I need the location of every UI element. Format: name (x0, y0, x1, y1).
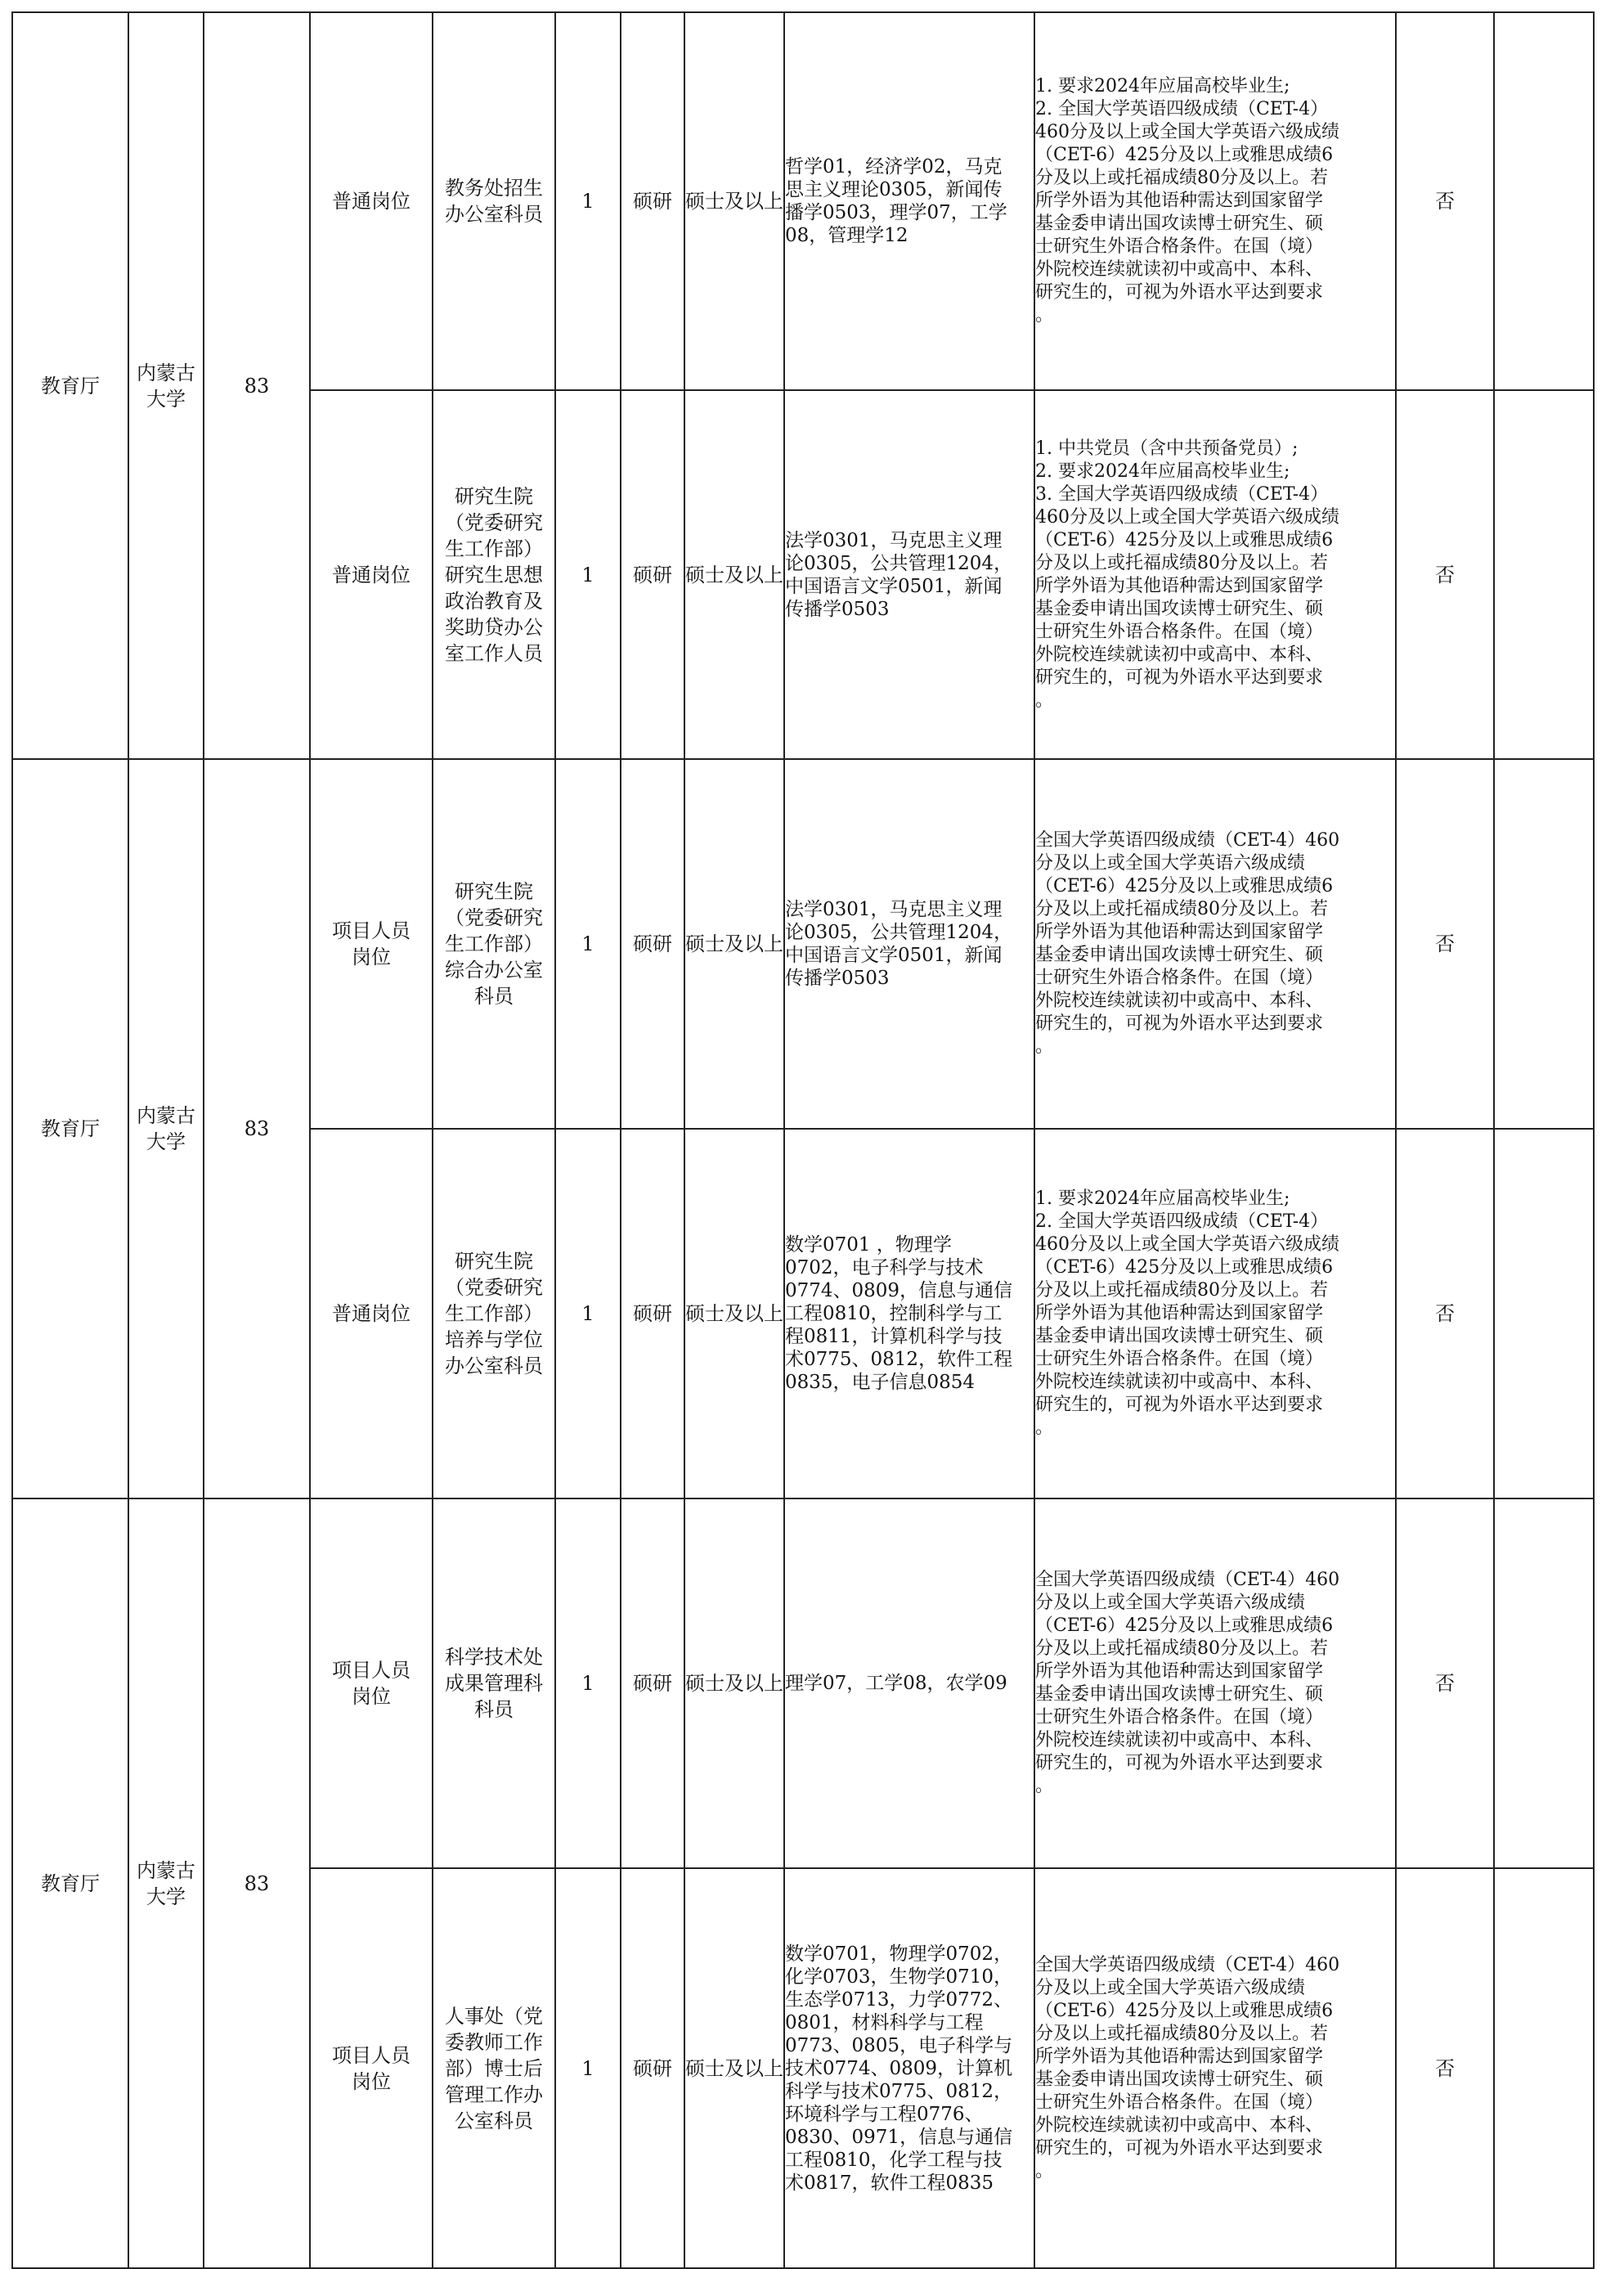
text-line: 奖助贷办公 (445, 615, 543, 639)
text-line: 研究生思想 (445, 563, 543, 586)
text-line: 研究生院 (455, 1250, 533, 1273)
text-line: 08，管理学12 (785, 225, 908, 246)
text-line: 科员 (474, 985, 514, 1008)
position-type-cell (310, 1868, 433, 2268)
notes-cell (1494, 759, 1594, 1129)
text-line: 研究生院 (455, 484, 533, 508)
cell-text: 83 (244, 374, 270, 398)
text-line: 2. 全国大学英语四级成绩（CET-4） (1035, 1211, 1329, 1232)
text-line: 0774、0809，信息与通信 (785, 1280, 1013, 1301)
cell-text: 否 (1435, 1302, 1455, 1325)
majors-cell (784, 1868, 1034, 2268)
text-line: 分及以上或托福成绩80分及以上。若 (1035, 899, 1328, 919)
position-name-cell (433, 1129, 555, 1498)
text-line: 论0305，公共管理1204， (785, 922, 1013, 943)
flag-cell (1396, 759, 1494, 1129)
text-line: 。 (1035, 1418, 1054, 1438)
cell-text (445, 2003, 543, 2134)
text-line: 思主义理论0305，新闻传 (785, 179, 1003, 200)
text-line: 术0775、0812，软件工程 (785, 1349, 1013, 1370)
cell-text: 1 (581, 563, 594, 586)
text-line: 综合办公室 (445, 959, 543, 982)
text-line: 所学外语为其他语种需达到国家留学 (1035, 575, 1324, 596)
flag-cell (1396, 12, 1494, 390)
text-line: 3. 全国大学英语四级成绩（CET-4） (1035, 483, 1329, 505)
text-line: 大学 (146, 387, 186, 411)
degree-cell (684, 12, 784, 390)
requirements-cell (1034, 1868, 1396, 2268)
degree-cell (684, 1868, 784, 2268)
unit-count-cell (204, 1498, 310, 2268)
education-cell (621, 1498, 684, 1868)
cell-text (137, 360, 195, 412)
cell-text (1035, 438, 1395, 712)
cell-text: 83 (244, 1117, 270, 1140)
cell-text: 硕士及以上 (685, 1672, 783, 1695)
education-cell (621, 12, 684, 390)
text-line: （CET-6）425分及以上或雅思成绩6 (1035, 145, 1334, 165)
text-line: 0702，电子科学与技术 (785, 1257, 984, 1278)
text-line: 技术0774、0809，计算机 (785, 2057, 1013, 2079)
cell-text (785, 898, 1034, 990)
text-line: 所学外语为其他语种需达到国家留学 (1035, 2046, 1324, 2067)
cell-text: 硕研 (633, 932, 672, 955)
cell-text: 1 (581, 932, 594, 955)
majors-cell (784, 1129, 1034, 1498)
text-line: 1. 要求2024年应届高校毕业生; (1035, 76, 1290, 97)
text-line: 工程0810，控制科学与工 (785, 1303, 1003, 1324)
text-line: 460分及以上或全国大学英语六级成绩 (1035, 1234, 1339, 1255)
position-type-cell (310, 390, 433, 759)
text-line: 0801，材料科学与工程 (785, 2011, 984, 2033)
text-line: 全国大学英语四级成绩（CET-4）460 (1035, 1954, 1340, 1975)
cell-text: 1 (581, 2056, 594, 2080)
unit-cell (128, 759, 204, 1498)
cell-text: 教育厅 (41, 1117, 100, 1140)
hire-count-cell (555, 1498, 621, 1868)
text-line: 工程0810，化学工程与技 (785, 2149, 1003, 2171)
text-line: 项目人员 (332, 2043, 410, 2067)
notes-cell (1494, 12, 1594, 390)
text-line: 研究生的，可视为外语水平达到要求 (1035, 667, 1324, 688)
text-line: 程0811，计算机科学与技 (785, 1326, 1003, 1347)
cell-text (445, 1644, 543, 1723)
text-line: （党委研究 (445, 906, 543, 929)
text-line: 外院校连续就读初中或高中、本科、 (1035, 259, 1324, 280)
cell-text: 否 (1435, 1672, 1455, 1695)
cell-text: 硕研 (633, 563, 672, 586)
text-line: 士研究生外语合格条件。在国（境） (1035, 2092, 1324, 2113)
notes-cell (1494, 1129, 1594, 1498)
recruitment-table (11, 11, 1595, 2269)
degree-cell (684, 1498, 784, 1868)
text-line: （CET-6）425分及以上或雅思成绩6 (1035, 1257, 1334, 1278)
text-line: 0830、0971，信息与通信 (785, 2126, 1013, 2148)
text-line: 分及以上或全国大学英语六级成绩 (1035, 1977, 1306, 1998)
requirements-cell (1034, 1129, 1396, 1498)
text-line: 士研究生外语合格条件。在国（境） (1035, 236, 1324, 257)
text-line: 内蒙古 (137, 361, 195, 384)
position-type-cell (310, 759, 433, 1129)
text-line: 生工作部） (445, 1302, 543, 1325)
cell-text: 教育厅 (41, 1871, 100, 1895)
flag-cell (1396, 1129, 1494, 1498)
text-line: 哲学01，经济学02，马克 (785, 156, 1003, 177)
degree-cell (684, 390, 784, 759)
cell-text: 硕研 (633, 1672, 672, 1695)
text-line: 基金委申请出国攻读博士研究生、硕 (1035, 598, 1324, 619)
text-line: 分及以上或托福成绩80分及以上。若 (1035, 552, 1328, 573)
cell-text (445, 483, 543, 667)
text-line: 外院校连续就读初中或高中、本科、 (1035, 1372, 1324, 1392)
cell-text (785, 529, 1034, 621)
text-line: 。 (1035, 305, 1054, 326)
cell-text (332, 188, 410, 214)
text-line: 播学0503，理学07，工学 (785, 202, 1007, 223)
text-line: 法学0301，马克思主义理 (785, 899, 1003, 920)
text-line: 项目人员 (332, 919, 410, 942)
requirements-cell (1034, 1498, 1396, 1868)
text-line: 全国大学英语四级成绩（CET-4）460 (1035, 1570, 1340, 1590)
text-line: （CET-6）425分及以上或雅思成绩6 (1035, 2000, 1334, 2021)
cell-text: 1 (581, 1672, 594, 1695)
text-line: 中国语言文学0501，新闻 (785, 575, 1003, 597)
text-line: 传播学0503 (785, 968, 890, 989)
cell-text (1035, 1188, 1395, 1440)
requirements-cell (1034, 759, 1396, 1129)
text-line: 公室科员 (455, 2109, 533, 2132)
cell-text (785, 1943, 1034, 2195)
text-line: 数学0701 ，物理学 (785, 1234, 952, 1256)
text-line: 大学 (146, 1130, 186, 1153)
cell-text (332, 918, 410, 970)
text-line: 项目人员 (332, 1659, 410, 1682)
text-line: 委教师工作 (445, 2030, 543, 2054)
text-line: 室工作人员 (445, 641, 543, 665)
recruitment-table-sheet (11, 11, 1595, 2269)
cell-text: 硕研 (633, 190, 672, 213)
position-name-cell (433, 759, 555, 1129)
department-cell (12, 1498, 128, 2268)
table-row (12, 12, 1594, 390)
text-line: 术0817，软件工程0835 (785, 2172, 994, 2194)
text-line: 士研究生外语合格条件。在国（境） (1035, 621, 1324, 642)
text-line: （CET-6）425分及以上或雅思成绩6 (1035, 529, 1334, 550)
text-line: 岗位 (352, 1685, 391, 1708)
text-line: 。 (1035, 1776, 1054, 1796)
text-line: 分及以上或托福成绩80分及以上。若 (1035, 2023, 1328, 2044)
text-line: 内蒙古 (137, 1858, 195, 1882)
cell-text (1035, 829, 1395, 1058)
text-line: 外院校连续就读初中或高中、本科、 (1035, 644, 1324, 665)
degree-cell (684, 759, 784, 1129)
text-line: 政治教育及 (445, 589, 543, 613)
cell-text (332, 1301, 410, 1327)
text-line: 办公室科员 (445, 1355, 543, 1377)
text-line: 理学07，工学08，农学09 (785, 1673, 1007, 1694)
text-line: 2. 全国大学英语四级成绩（CET-4） (1035, 99, 1329, 119)
cell-text: 1 (581, 1302, 594, 1325)
cell-text: 硕士及以上 (685, 932, 783, 955)
cell-text (332, 562, 410, 588)
majors-cell (784, 759, 1034, 1129)
notes-cell (1494, 390, 1594, 759)
text-line: 分及以上或全国大学英语六级成绩 (1035, 1593, 1306, 1613)
cell-text (445, 175, 543, 227)
table-row (12, 759, 1594, 1129)
text-line: 部）博士后 (445, 2056, 543, 2080)
text-line: 分及以上或托福成绩80分及以上。若 (1035, 168, 1328, 188)
text-line: （党委研究 (445, 510, 543, 534)
department-cell (12, 759, 128, 1498)
position-type-cell (310, 1129, 433, 1498)
cell-text: 硕研 (633, 2056, 672, 2080)
unit-cell (128, 1498, 204, 2268)
flag-cell (1396, 1868, 1494, 2268)
text-line: 研究生的，可视为外语水平达到要求 (1035, 1395, 1324, 1415)
cell-text (1035, 1954, 1395, 2183)
text-line: 分及以上或托福成绩80分及以上。若 (1035, 1638, 1328, 1659)
text-line: 外院校连续就读初中或高中、本科、 (1035, 1730, 1324, 1750)
text-line: 1. 中共党员（含中共预备党员）; (1035, 438, 1299, 459)
text-line: 全国大学英语四级成绩（CET-4）460 (1035, 830, 1340, 851)
unit-count-cell (204, 12, 310, 759)
flag-cell (1396, 390, 1494, 759)
text-line: 环境科学与工程0776、 (785, 2103, 984, 2125)
text-line: 基金委申请出国攻读博士研究生、硕 (1035, 1684, 1324, 1705)
position-type-cell (310, 12, 433, 390)
cell-text (445, 878, 543, 1009)
education-cell (621, 759, 684, 1129)
text-line: 中国语言文学0501，新闻 (785, 945, 1003, 966)
text-line: 所学外语为其他语种需达到国家留学 (1035, 191, 1324, 211)
cell-text: 硕士及以上 (685, 1302, 783, 1325)
position-name-cell (433, 1868, 555, 2268)
text-line: 分及以上或全国大学英语六级成绩 (1035, 853, 1306, 874)
text-line: 内蒙古 (137, 1104, 195, 1127)
text-line: 岗位 (352, 946, 391, 968)
text-line: 士研究生外语合格条件。在国（境） (1035, 1707, 1324, 1728)
text-line: 士研究生外语合格条件。在国（境） (1035, 968, 1324, 988)
text-line: 培养与学位 (445, 1328, 543, 1351)
text-line: 所学外语为其他语种需达到国家留学 (1035, 922, 1324, 942)
majors-cell (784, 1498, 1034, 1868)
hire-count-cell (555, 390, 621, 759)
text-line: 化学0703，生物学0710， (785, 1966, 1013, 1988)
cell-text: 硕士及以上 (685, 190, 783, 213)
text-line: 基金委申请出国攻读博士研究生、硕 (1035, 1326, 1324, 1346)
text-line: 基金委申请出国攻读博士研究生、硕 (1035, 213, 1324, 234)
text-line: 论0305，公共管理1204， (785, 552, 1013, 574)
cell-text: 硕研 (633, 1302, 672, 1325)
text-line: 外院校连续就读初中或高中、本科、 (1035, 991, 1324, 1011)
cell-text (137, 1858, 195, 1910)
cell-text: 1 (581, 190, 594, 213)
text-line: 生工作部） (445, 537, 543, 560)
education-cell (621, 1129, 684, 1498)
hire-count-cell (555, 1129, 621, 1498)
text-line: 0773、0805，电子科学与 (785, 2034, 1013, 2056)
hire-count-cell (555, 12, 621, 390)
cell-text (332, 2042, 410, 2095)
cell-text (445, 1248, 543, 1379)
position-name-cell (433, 12, 555, 390)
education-cell (621, 1868, 684, 2268)
education-cell (621, 390, 684, 759)
text-line: 科学技术处 (445, 1646, 543, 1669)
table-row (12, 1498, 1594, 1868)
cell-text: 硕士及以上 (685, 2056, 783, 2080)
majors-cell (784, 12, 1034, 390)
requirements-cell (1034, 12, 1396, 390)
text-line: 。 (1035, 690, 1054, 711)
text-line: 普通岗位 (332, 563, 410, 586)
cell-text: 否 (1435, 2056, 1455, 2080)
cell-text (1035, 75, 1395, 327)
text-line: 。 (1035, 1036, 1054, 1057)
text-line: 2. 要求2024年应届高校毕业生; (1035, 461, 1290, 482)
text-line: 人事处（党 (445, 2004, 543, 2028)
text-line: 大学 (146, 1885, 186, 1908)
cell-text: 否 (1435, 563, 1455, 586)
text-line: 士研究生外语合格条件。在国（境） (1035, 1349, 1324, 1369)
department-cell (12, 12, 128, 759)
requirements-cell (1034, 390, 1396, 759)
text-line: 0835，电子信息0854 (785, 1372, 976, 1393)
text-line: 研究生的，可视为外语水平达到要求 (1035, 1013, 1324, 1034)
text-line: 科员 (474, 1698, 514, 1721)
text-line: 外院校连续就读初中或高中、本科、 (1035, 2114, 1324, 2136)
cell-text: 教育厅 (41, 374, 100, 398)
text-line: 普通岗位 (332, 190, 410, 213)
position-name-cell (433, 390, 555, 759)
text-line: 办公室科员 (445, 203, 543, 226)
notes-cell (1494, 1498, 1594, 1868)
text-line: 1. 要求2024年应届高校毕业生; (1035, 1188, 1290, 1209)
text-line: （党委研究 (445, 1276, 543, 1299)
text-line: 所学外语为其他语种需达到国家留学 (1035, 1303, 1324, 1323)
text-line: 基金委申请出国攻读博士研究生、硕 (1035, 2069, 1324, 2090)
text-line: 科学与技术0775、0812， (785, 2080, 1013, 2102)
notes-cell (1494, 1868, 1594, 2268)
text-line: 成果管理科 (445, 1672, 543, 1695)
text-line: 岗位 (352, 2069, 391, 2093)
text-line: 生态学0713，力学0772、 (785, 1988, 1013, 2011)
position-type-cell (310, 1498, 433, 1868)
text-line: 法学0301，马克思主义理 (785, 529, 1003, 551)
majors-cell (784, 390, 1034, 759)
text-line: 460分及以上或全国大学英语六级成绩 (1035, 122, 1339, 142)
degree-cell (684, 1129, 784, 1498)
cell-text (785, 1672, 1034, 1695)
text-line: 基金委申请出国攻读博士研究生、硕 (1035, 945, 1324, 965)
text-line: 460分及以上或全国大学英语六级成绩 (1035, 506, 1339, 528)
text-line: 普通岗位 (332, 1302, 410, 1325)
cell-text: 83 (244, 1871, 270, 1895)
hire-count-cell (555, 759, 621, 1129)
cell-text: 硕士及以上 (685, 563, 783, 586)
unit-cell (128, 12, 204, 759)
text-line: 研究生的，可视为外语水平达到要求 (1035, 2137, 1324, 2159)
text-line: 研究生的，可视为外语水平达到要求 (1035, 1753, 1324, 1773)
text-line: 生工作部） (445, 932, 543, 955)
text-line: 管理工作办 (445, 2083, 543, 2106)
text-line: 教务处招生 (445, 177, 543, 200)
text-line: （CET-6）425分及以上或雅思成绩6 (1035, 1615, 1334, 1636)
cell-text (785, 155, 1034, 247)
cell-text: 否 (1435, 190, 1455, 213)
cell-text: 否 (1435, 932, 1455, 955)
text-line: 所学外语为其他语种需达到国家留学 (1035, 1661, 1324, 1682)
cell-text (332, 1657, 410, 1710)
text-line: 数学0701，物理学0702， (785, 1943, 1013, 1965)
text-line: 传播学0503 (785, 598, 890, 620)
position-name-cell (433, 1498, 555, 1868)
cell-text (137, 1103, 195, 1155)
text-line: 研究生院 (455, 880, 533, 903)
text-line: 分及以上或托福成绩80分及以上。若 (1035, 1280, 1328, 1301)
cell-text (1035, 1569, 1395, 1798)
flag-cell (1396, 1498, 1494, 1868)
text-line: （CET-6）425分及以上或雅思成绩6 (1035, 876, 1334, 896)
hire-count-cell (555, 1868, 621, 2268)
text-line: 研究生的，可视为外语水平达到要求 (1035, 282, 1324, 303)
cell-text (785, 1233, 1034, 1394)
unit-count-cell (204, 759, 310, 1498)
text-line: 。 (1035, 2160, 1054, 2181)
